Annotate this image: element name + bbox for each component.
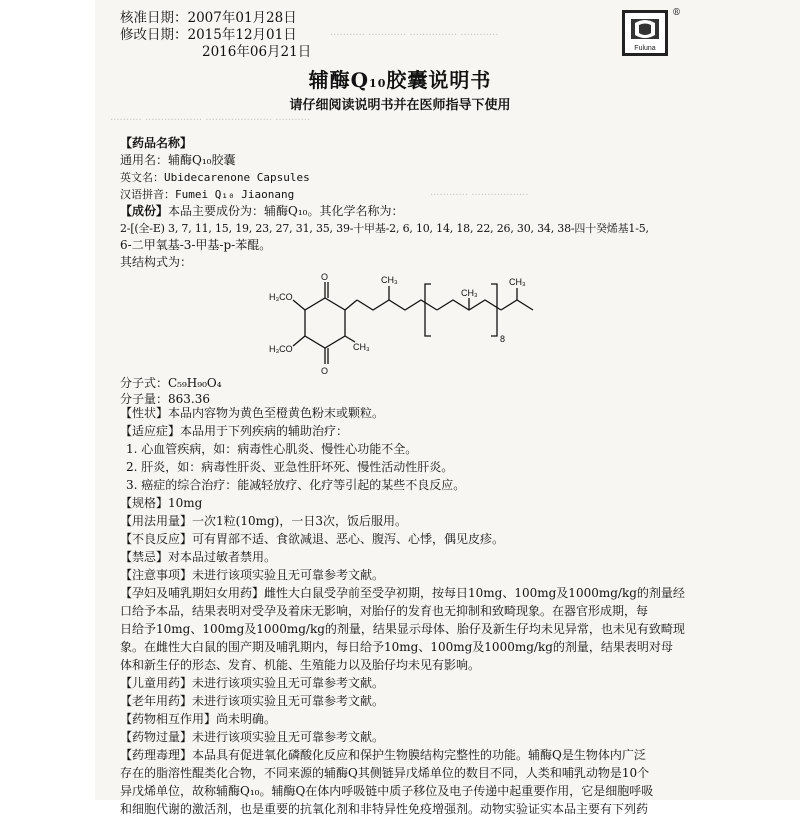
interaction-heading: 【药物相互作用】 [120, 712, 217, 726]
elder-section [120, 693, 690, 710]
methyl-ring: CH₃ [353, 342, 370, 352]
pharmacology-section [120, 747, 690, 764]
title-subscript: 10 [369, 77, 387, 90]
chemical-name-1: 2-[(全-E) 3, 7, 11, 15, 19, 23, 27, 31, 35, 39-十甲基-2, 6, 10, 14, 18, 22, 26, 30, 34, 38-四十癸烯基1-5, [120, 222, 649, 235]
overdose-section [120, 729, 690, 746]
drug-name-heading: 【药品名称】 [120, 136, 193, 150]
contra-text: 对本品过敏者禁用。 [168, 550, 277, 564]
pregnancy-text-2: 口给予本品，结果表明对受孕及着床无影响，对胎仔的发育也无抑制和致畸现象。在器官形成期，每 [120, 604, 649, 618]
indication-heading: 【适应症】 [120, 424, 181, 438]
molecular-formula: 分子式：C₅₉H₉₀O₄ [120, 376, 222, 390]
indication-item-3: 3. 癌症的综合治疗：能减轻放疗、化疗等引起的某些不良反应。 [126, 478, 466, 492]
elder-heading: 【老年用药】 [120, 694, 193, 708]
child-section [120, 675, 690, 692]
title-suffix: 胶囊说明书 [386, 68, 492, 92]
pregnancy-text-4: 象。在雌性大白鼠的围产期及哺乳期内，每日给予10mg、100mg及1000mg/kg的剂量，结果表明对母 [120, 640, 673, 654]
oxygen-top: O [321, 272, 329, 282]
composition-text: 本品主要成份为：辅酶Q₁₀。其化学名称为： [168, 204, 404, 218]
spec-text: 10mg [168, 496, 203, 510]
english-name: 英文名：Ubidecarenone Capsules [120, 171, 310, 184]
revision-date: 修改日期：2015年12月01日 [120, 27, 297, 43]
page-subtitle: 请仔细阅读说明书并在医师指导下使用 [289, 98, 511, 113]
logo-mark-icon [625, 13, 665, 53]
character-section [120, 405, 690, 422]
bleed-through-text: ·········· ·················· ····················· ··········· [110, 115, 311, 126]
adverse-text: 可有胃部不适、食欲减退、恶心、腹泻、心悸，偶见皮疹。 [192, 532, 505, 546]
quinone-ring [305, 298, 345, 348]
indication-item-1: 1. 心血管疾病，如：病毒性心肌炎、慢性心功能不全。 [126, 442, 418, 456]
bleed-through-text: ············ ·················· [430, 190, 529, 201]
overdose-heading: 【药物过量】 [120, 730, 193, 744]
bleed-through-text: ··········· ············ ··············· ············ [330, 30, 499, 41]
structure-caption: 其结构式为： [120, 255, 193, 269]
pharmacology-text-2: 存在的脂溶性醌类化合物，不同来源的辅酶Q其侧链异戊烯单位的数目不同，人类和哺乳动物是10个 [120, 766, 650, 780]
pharmacology-text-4: 和细胞代谢的激活剂，也是重要的抗氧化剂和非特异性免疫增强剂。动物实验证实本品主要有下列药 [120, 802, 649, 816]
overdose-text: 未进行该项实验且无可靠参考文献。 [192, 730, 385, 744]
usage-section [120, 513, 690, 530]
pregnancy-section [120, 585, 690, 602]
methyl-terminal: CH₃ [509, 277, 526, 287]
drug-info-block [120, 135, 685, 271]
label-sections [120, 405, 690, 819]
composition-line [120, 203, 685, 220]
methyl-chain-2: CH₃ [461, 288, 478, 298]
indication-text: 本品用于下列疾病的辅助治疗： [180, 424, 349, 438]
child-text: 未进行该项实验且无可靠参考文献。 [192, 676, 385, 690]
usage-heading: 【用法用量】 [120, 514, 193, 528]
methyl-chain-1: CH₃ [381, 275, 398, 285]
pharmacology-text-3: 异戊烯单位，故称辅酶Q₁₀。辅酶Q在体内呼吸链中质子移位及电子传递中起重要作用，它是细胞呼吸 [120, 784, 654, 798]
usage-text: 一次1粒(10mg)，一日3次，饭后服用。 [192, 514, 407, 528]
chemical-name-2: 6-二甲氧基-3-甲基-p-苯醌。 [120, 238, 272, 252]
caution-text: 未进行该项实验且无可靠参考文献。 [192, 568, 385, 582]
contra-heading: 【禁忌】 [120, 550, 169, 564]
page-title [0, 64, 800, 93]
caution-heading: 【注意事项】 [120, 568, 193, 582]
generic-name: 通用名：辅酶Q₁₀胶囊 [120, 153, 236, 167]
indication-item-2: 2. 肝炎，如：病毒性肝炎、亚急性肝坏死、慢性活动性肝炎。 [126, 460, 454, 474]
pharmacology-text-1: 本品具有促进氧化磷酸化反应和保护生物膜结构完整性的功能。辅酶Q是生物体内广泛 [192, 748, 646, 762]
molecular-weight: 分子量：863.36 [120, 392, 210, 406]
pregnancy-heading: 【孕妇及哺乳期妇女用药】 [120, 586, 265, 600]
registered-mark: ® [672, 8, 681, 18]
spec-heading: 【规格】 [120, 496, 169, 510]
date-block [120, 10, 311, 61]
logo-text: Fuluna [634, 45, 656, 52]
company-logo [622, 10, 668, 56]
caution-section [120, 567, 690, 584]
pregnancy-text-3: 日给予10mg、100mg及1000mg/kg的剂量，结果显示母体、胎仔及新生仔均未见异常，也未见有致畸现 [120, 622, 685, 636]
pregnancy-text-5: 体和新生仔的形态、发育、机能、生殖能力以及胎仔均未见有影响。 [120, 658, 481, 672]
elder-text: 未进行该项实验且无可靠参考文献。 [192, 694, 385, 708]
repeat-bracket-right [491, 284, 497, 336]
oxygen-bottom: O [321, 366, 329, 376]
pharmacology-heading: 【药理毒理】 [120, 748, 193, 762]
molecular-info [120, 375, 222, 407]
revision-date-2: 2016年06月21日 [202, 44, 312, 60]
interaction-text: 尚未明确。 [216, 712, 277, 726]
title-main: 辅酶Q [308, 68, 370, 92]
contra-section [120, 549, 690, 566]
chemical-structure [255, 270, 575, 380]
interaction-section [120, 711, 690, 728]
spec-section [120, 495, 690, 512]
indication-section [120, 423, 690, 440]
composition-heading: 【成份】 [120, 204, 169, 218]
approval-date: 核准日期：2007年01月28日 [120, 10, 297, 26]
character-text: 本品内容物为黄色至橙黄色粉末或颗粒。 [168, 406, 385, 420]
pinyin-name: 汉语拼音：Fumei Q₁₀ Jiaonang [120, 188, 295, 201]
character-heading: 【性状】 [120, 406, 169, 420]
adverse-heading: 【不良反应】 [120, 532, 193, 546]
repeat-bracket-left [425, 284, 431, 336]
methoxy-bottom: H₃CO [269, 344, 293, 354]
repeat-count: 8 [500, 334, 506, 344]
pregnancy-text-1: 雌性大白鼠受孕前至受孕初期，按每日10mg、100mg及1000mg/kg的剂量经 [264, 586, 685, 600]
adverse-section [120, 531, 690, 548]
methoxy-top: H₃CO [269, 292, 293, 302]
child-heading: 【儿童用药】 [120, 676, 193, 690]
